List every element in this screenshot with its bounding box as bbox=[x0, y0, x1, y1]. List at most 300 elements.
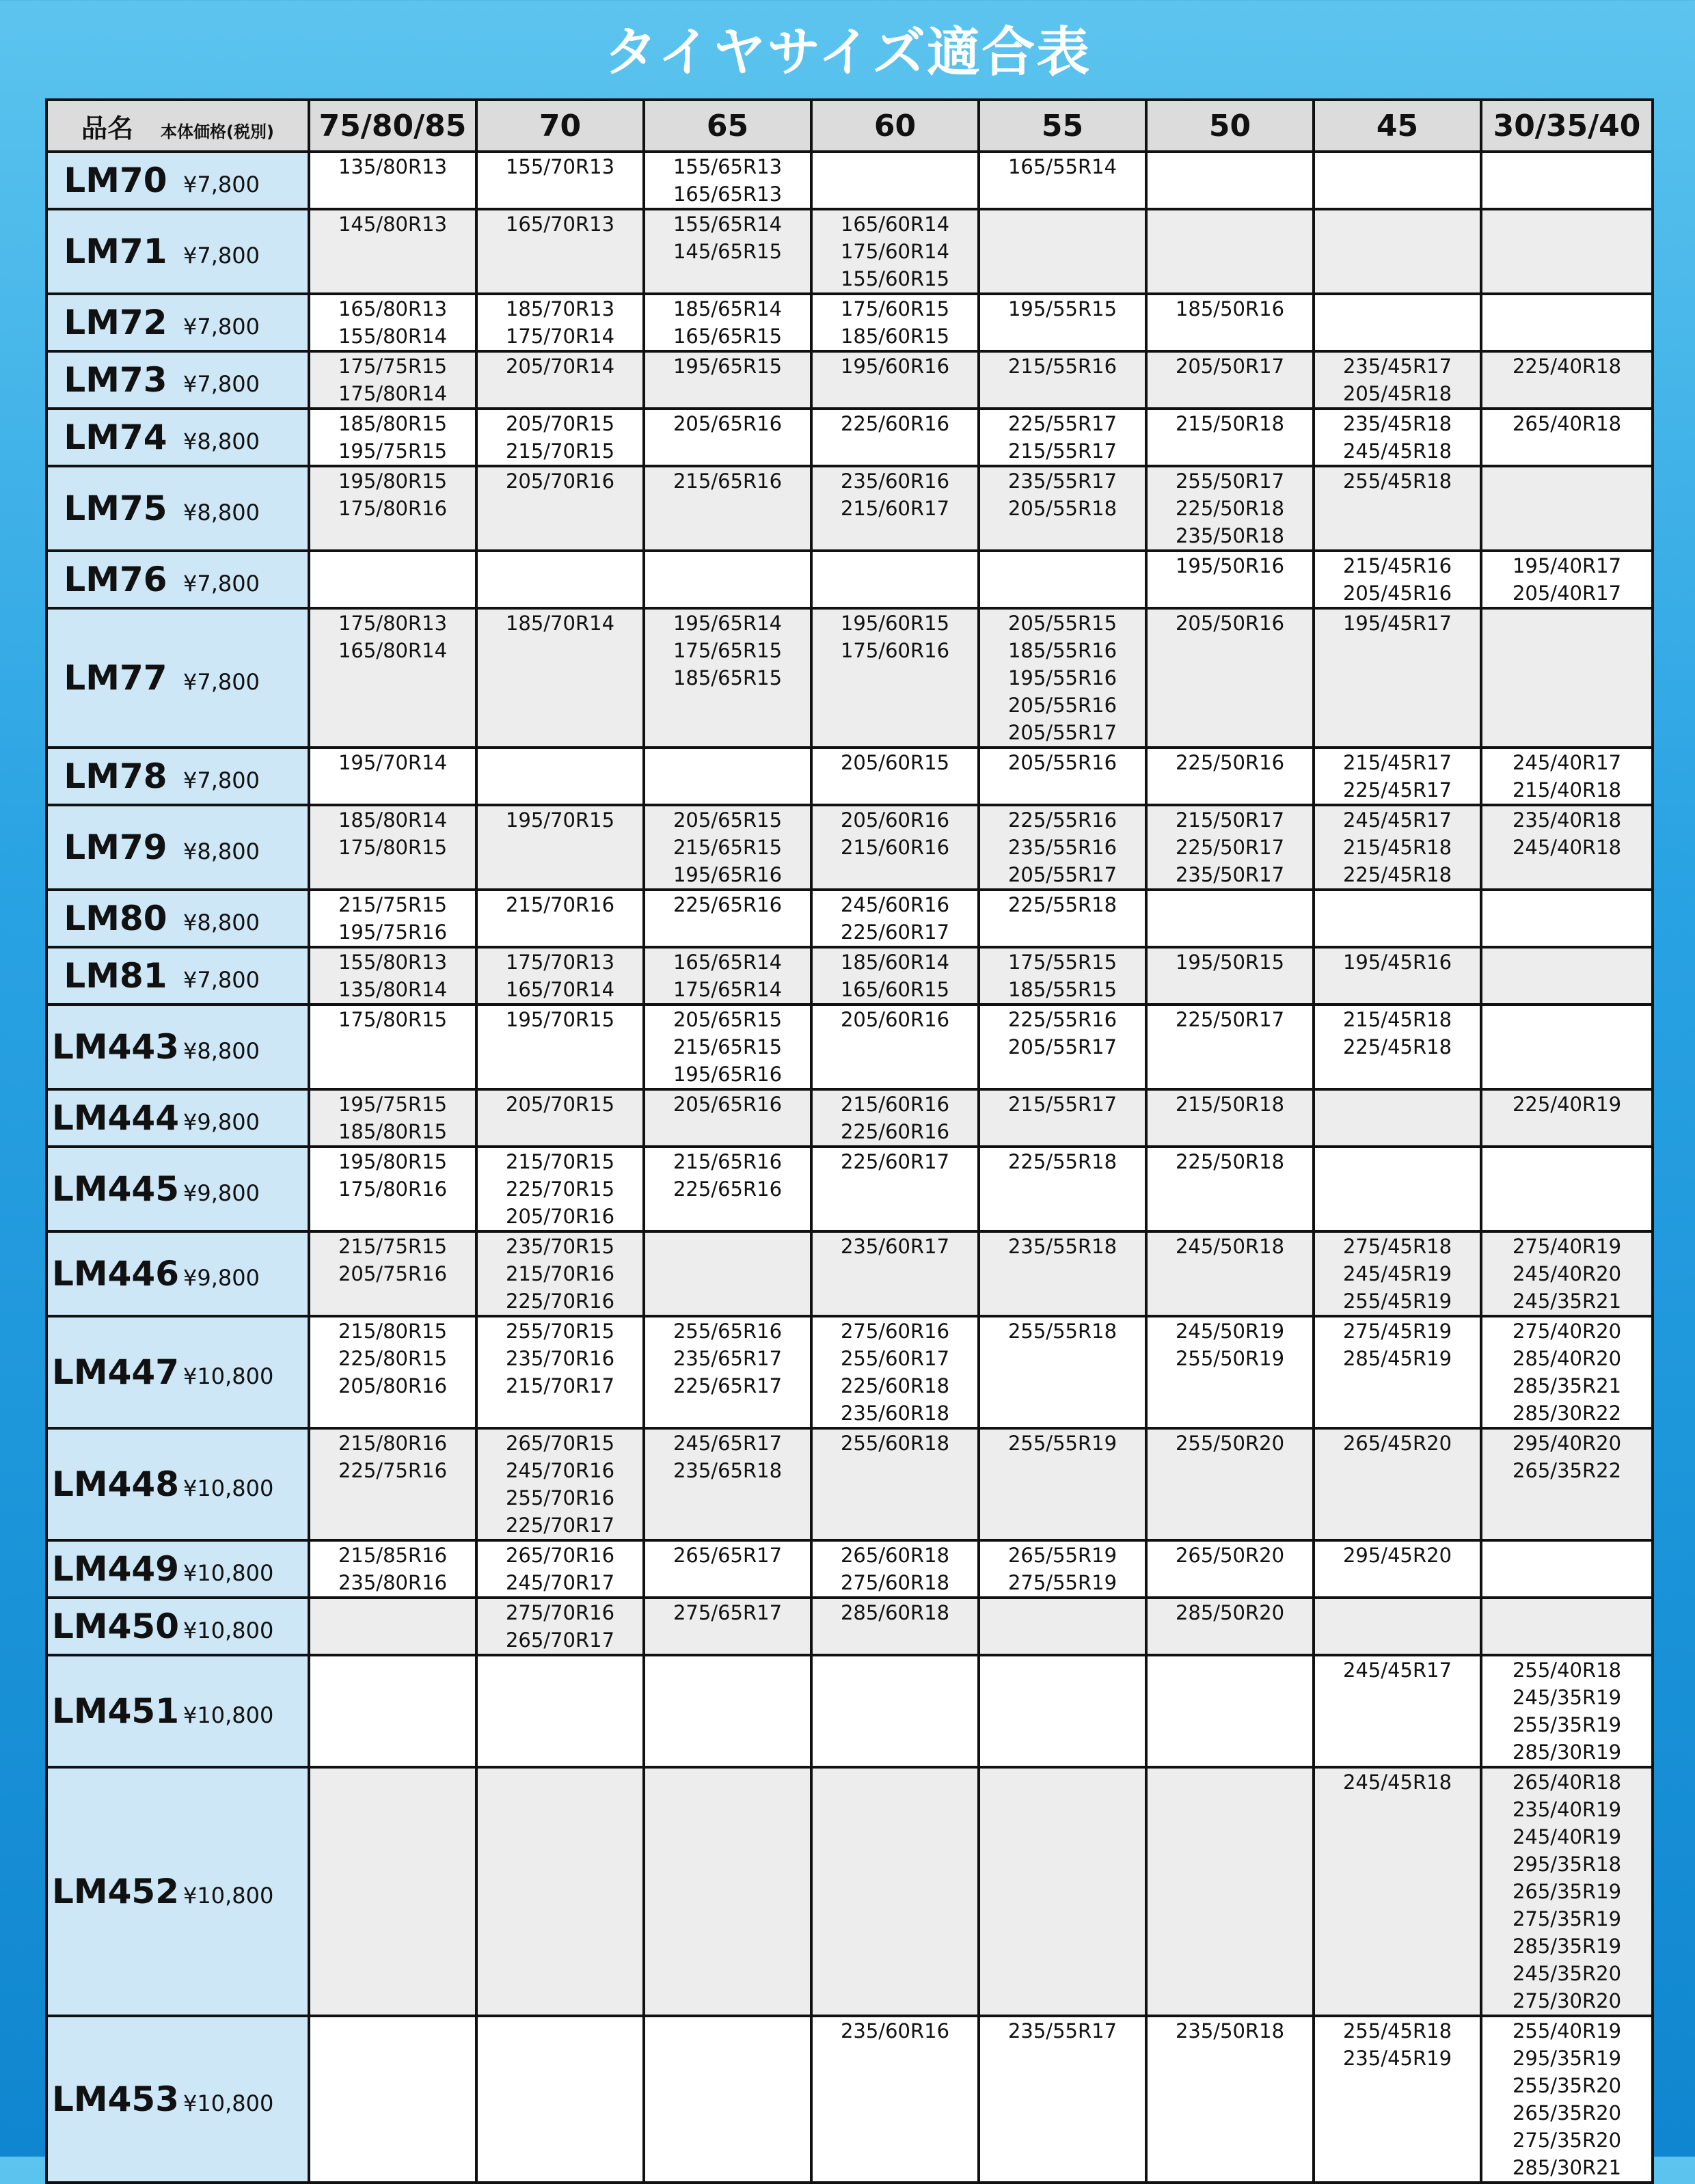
tire-size: 175/80R14 bbox=[338, 382, 448, 405]
tire-size: 275/60R18 bbox=[840, 1571, 950, 1594]
size-cell bbox=[476, 1598, 644, 1655]
model-price: ¥10,800 bbox=[183, 1363, 274, 1389]
tire-size: 295/45R20 bbox=[1342, 1544, 1452, 1567]
product-cell bbox=[46, 209, 309, 294]
size-cell bbox=[811, 2016, 979, 2183]
table-row bbox=[46, 1316, 1653, 1428]
product-cell bbox=[46, 947, 309, 1005]
tire-size: 185/80R15 bbox=[338, 412, 448, 435]
product-cell bbox=[46, 409, 309, 466]
tire-size: 185/60R15 bbox=[840, 325, 950, 348]
tire-size: 205/55R16 bbox=[1007, 694, 1117, 717]
tire-size: 285/35R19 bbox=[1512, 1935, 1622, 1958]
tire-size: 235/50R18 bbox=[1175, 2019, 1285, 2043]
tire-size: 175/55R15 bbox=[1007, 951, 1117, 974]
tire-size: 265/40R18 bbox=[1512, 412, 1622, 435]
model-price: ¥7,800 bbox=[183, 172, 260, 197]
size-cell bbox=[1146, 1231, 1314, 1316]
model-name: LM74 bbox=[64, 418, 167, 457]
tire-size: 235/60R16 bbox=[840, 469, 950, 493]
tire-size: 185/70R14 bbox=[505, 612, 615, 635]
size-cell bbox=[1314, 1767, 1481, 2016]
table-row bbox=[46, 551, 1653, 608]
size-cell bbox=[1146, 551, 1314, 608]
size-cell bbox=[476, 1147, 644, 1231]
size-cell bbox=[1314, 1089, 1481, 1147]
tire-size: 225/65R16 bbox=[673, 893, 783, 916]
tire-size: 205/65R16 bbox=[673, 412, 783, 435]
size-cell bbox=[644, 1147, 811, 1231]
size-cell bbox=[979, 890, 1146, 947]
tire-size: 175/70R13 bbox=[505, 951, 615, 974]
product-cell bbox=[46, 890, 309, 947]
tire-size: 215/45R18 bbox=[1342, 836, 1452, 859]
tire-size: 195/45R16 bbox=[1342, 951, 1452, 974]
size-cell bbox=[811, 551, 979, 608]
tire-size: 215/70R17 bbox=[505, 1374, 615, 1397]
header-column: 75/80/85 bbox=[309, 100, 476, 152]
tire-size: 235/55R18 bbox=[1007, 1235, 1117, 1258]
model-price: ¥9,800 bbox=[183, 1265, 260, 1291]
size-cell bbox=[1314, 1655, 1481, 1767]
size-cell bbox=[644, 748, 811, 805]
tire-size: 185/60R14 bbox=[840, 951, 950, 974]
size-cell bbox=[644, 409, 811, 466]
model-price: ¥10,800 bbox=[183, 1617, 274, 1643]
tire-size: 215/80R16 bbox=[338, 1432, 448, 1455]
size-cell bbox=[644, 2016, 811, 2183]
size-cell bbox=[1314, 1428, 1481, 1540]
product-cell bbox=[46, 466, 309, 551]
tire-size: 245/45R17 bbox=[1342, 808, 1452, 832]
tire-size: 205/55R18 bbox=[1007, 497, 1117, 520]
size-cell bbox=[811, 608, 979, 748]
tire-size: 265/60R18 bbox=[840, 1544, 950, 1567]
model-name: LM75 bbox=[64, 489, 167, 528]
size-cell bbox=[811, 748, 979, 805]
size-cell bbox=[1481, 947, 1653, 1005]
size-cell bbox=[1314, 890, 1481, 947]
header-column: 60 bbox=[811, 100, 979, 152]
size-cell bbox=[476, 1767, 644, 2016]
size-cell bbox=[811, 947, 979, 1005]
tire-size: 195/40R17 bbox=[1512, 554, 1622, 577]
tire-size: 195/55R15 bbox=[1007, 297, 1117, 320]
table-body bbox=[46, 152, 1653, 2183]
tire-size: 255/50R20 bbox=[1175, 1432, 1285, 1455]
tire-size: 135/80R14 bbox=[338, 978, 448, 1001]
tire-size: 185/55R16 bbox=[1007, 639, 1117, 662]
size-cell bbox=[1314, 1231, 1481, 1316]
size-cell bbox=[309, 1005, 476, 1089]
size-cell bbox=[309, 409, 476, 466]
size-cell bbox=[1146, 748, 1314, 805]
table-row bbox=[46, 748, 1653, 805]
tire-size: 215/75R15 bbox=[338, 893, 448, 916]
size-cell bbox=[979, 748, 1146, 805]
product-cell bbox=[46, 351, 309, 409]
tire-size: 215/50R17 bbox=[1175, 808, 1285, 832]
size-cell bbox=[1146, 1316, 1314, 1428]
model-price: ¥8,800 bbox=[183, 500, 260, 525]
tire-size: 275/45R18 bbox=[1342, 1235, 1452, 1258]
model-price: ¥8,800 bbox=[183, 1038, 260, 1064]
product-cell bbox=[46, 2016, 309, 2183]
size-cell bbox=[476, 551, 644, 608]
size-cell bbox=[1146, 1089, 1314, 1147]
product-cell bbox=[46, 294, 309, 351]
size-cell bbox=[811, 1655, 979, 1767]
size-cell bbox=[476, 209, 644, 294]
tire-size: 225/70R15 bbox=[505, 1177, 615, 1201]
tire-size: 235/55R17 bbox=[1007, 469, 1117, 493]
tire-size: 275/35R19 bbox=[1512, 1907, 1622, 1930]
tire-size: 215/45R17 bbox=[1342, 751, 1452, 774]
tire-size: 155/60R15 bbox=[840, 267, 950, 290]
size-cell bbox=[476, 890, 644, 947]
size-cell bbox=[1314, 409, 1481, 466]
size-cell bbox=[1314, 294, 1481, 351]
size-cell bbox=[1314, 805, 1481, 890]
model-name: LM76 bbox=[64, 560, 167, 599]
size-cell bbox=[979, 294, 1146, 351]
tire-size: 275/65R17 bbox=[673, 1601, 783, 1624]
product-cell bbox=[46, 1428, 309, 1540]
size-cell bbox=[1481, 608, 1653, 748]
size-cell bbox=[309, 1231, 476, 1316]
tire-size: 295/35R18 bbox=[1512, 1853, 1622, 1876]
size-cell bbox=[644, 294, 811, 351]
tire-size: 215/70R16 bbox=[505, 893, 615, 916]
model-name: LM450 bbox=[52, 1607, 179, 1646]
tire-size: 205/50R17 bbox=[1175, 355, 1285, 378]
size-cell bbox=[979, 152, 1146, 209]
tire-size: 245/70R17 bbox=[505, 1571, 615, 1594]
size-cell bbox=[1146, 1767, 1314, 2016]
tire-size: 185/80R15 bbox=[338, 1120, 448, 1143]
tire-size: 215/85R16 bbox=[338, 1544, 448, 1567]
product-cell bbox=[46, 1598, 309, 1655]
table-row bbox=[46, 409, 1653, 466]
tire-size: 225/55R18 bbox=[1007, 1150, 1117, 1173]
tire-size: 225/45R18 bbox=[1342, 1035, 1452, 1059]
tire-size: 245/65R17 bbox=[673, 1432, 783, 1455]
size-cell bbox=[979, 1598, 1146, 1655]
table-row bbox=[46, 1767, 1653, 2016]
product-cell bbox=[46, 1147, 309, 1231]
tire-size: 175/80R16 bbox=[338, 1177, 448, 1201]
table-row bbox=[46, 1428, 1653, 1540]
table-row bbox=[46, 2016, 1653, 2183]
tire-size: 225/75R16 bbox=[338, 1459, 448, 1482]
product-cell bbox=[46, 748, 309, 805]
size-cell bbox=[1146, 890, 1314, 947]
tire-size: 185/70R13 bbox=[505, 297, 615, 320]
size-cell bbox=[1314, 466, 1481, 551]
table-row bbox=[46, 466, 1653, 551]
tire-size: 245/40R19 bbox=[1512, 1825, 1622, 1848]
size-cell bbox=[476, 152, 644, 209]
size-cell bbox=[979, 351, 1146, 409]
model-price: ¥8,800 bbox=[183, 838, 260, 864]
tire-size: 235/55R16 bbox=[1007, 836, 1117, 859]
product-cell bbox=[46, 1089, 309, 1147]
tire-size: 285/40R20 bbox=[1512, 1347, 1622, 1370]
size-cell bbox=[811, 1316, 979, 1428]
model-price: ¥10,800 bbox=[183, 1560, 274, 1586]
size-cell bbox=[644, 1767, 811, 2016]
tire-size: 195/45R17 bbox=[1342, 612, 1452, 635]
size-cell bbox=[811, 1005, 979, 1089]
size-cell bbox=[309, 947, 476, 1005]
size-cell bbox=[1481, 748, 1653, 805]
size-cell bbox=[1481, 351, 1653, 409]
size-cell bbox=[1314, 351, 1481, 409]
table-row bbox=[46, 209, 1653, 294]
model-price: ¥7,800 bbox=[183, 967, 260, 993]
size-cell bbox=[979, 805, 1146, 890]
tire-size: 215/50R18 bbox=[1175, 412, 1285, 435]
size-cell bbox=[1146, 409, 1314, 466]
size-cell bbox=[476, 1540, 644, 1598]
size-cell bbox=[309, 152, 476, 209]
tire-size: 275/70R16 bbox=[505, 1601, 615, 1624]
tire-size: 225/50R17 bbox=[1175, 1008, 1285, 1031]
tire-size: 225/45R18 bbox=[1342, 863, 1452, 886]
tire-size: 235/70R15 bbox=[505, 1235, 615, 1258]
tire-size: 255/45R18 bbox=[1342, 2019, 1452, 2043]
tire-size: 235/45R19 bbox=[1342, 2047, 1452, 2070]
size-cell bbox=[811, 805, 979, 890]
tire-size: 235/80R16 bbox=[338, 1571, 448, 1594]
tire-size: 205/45R16 bbox=[1342, 582, 1452, 605]
model-name: LM446 bbox=[52, 1254, 179, 1294]
model-name: LM448 bbox=[52, 1464, 179, 1504]
size-cell bbox=[644, 890, 811, 947]
tire-size: 175/65R14 bbox=[673, 978, 783, 1001]
size-cell bbox=[979, 1005, 1146, 1089]
tire-size: 235/40R19 bbox=[1512, 1798, 1622, 1821]
size-cell bbox=[309, 1655, 476, 1767]
header-name-cell bbox=[46, 100, 309, 152]
tire-size: 165/60R15 bbox=[840, 978, 950, 1001]
size-cell bbox=[309, 1540, 476, 1598]
tire-size: 265/55R19 bbox=[1007, 1544, 1117, 1567]
tire-size: 185/55R15 bbox=[1007, 978, 1117, 1001]
product-cell bbox=[46, 551, 309, 608]
size-cell bbox=[476, 1428, 644, 1540]
size-cell bbox=[979, 1231, 1146, 1316]
tire-size: 225/50R17 bbox=[1175, 836, 1285, 859]
tire-size: 235/50R17 bbox=[1175, 863, 1285, 886]
tire-size: 205/70R15 bbox=[505, 1093, 615, 1116]
table-row bbox=[46, 1655, 1653, 1767]
size-cell bbox=[1481, 1089, 1653, 1147]
size-cell bbox=[476, 2016, 644, 2183]
size-cell bbox=[1481, 209, 1653, 294]
size-cell bbox=[811, 1540, 979, 1598]
tire-size: 265/50R20 bbox=[1175, 1544, 1285, 1567]
tire-size: 275/35R20 bbox=[1512, 2129, 1622, 2152]
size-cell bbox=[1146, 466, 1314, 551]
size-cell bbox=[644, 608, 811, 748]
tire-size: 205/60R16 bbox=[840, 808, 950, 832]
tire-size: 195/65R15 bbox=[673, 355, 783, 378]
tire-size: 175/60R15 bbox=[840, 297, 950, 320]
tire-size: 225/70R16 bbox=[505, 1289, 615, 1313]
size-cell bbox=[1481, 1316, 1653, 1428]
tire-size: 175/80R15 bbox=[338, 836, 448, 859]
tire-size: 155/65R13 bbox=[673, 155, 783, 178]
product-cell bbox=[46, 1767, 309, 2016]
tire-size: 245/40R18 bbox=[1512, 836, 1622, 859]
size-cell bbox=[979, 1147, 1146, 1231]
size-cell bbox=[1146, 351, 1314, 409]
tire-size: 195/80R15 bbox=[338, 469, 448, 493]
tire-size: 265/70R15 bbox=[505, 1432, 615, 1455]
model-name: LM81 bbox=[64, 956, 167, 996]
size-cell bbox=[309, 1428, 476, 1540]
tire-size: 245/70R16 bbox=[505, 1459, 615, 1482]
tire-size: 255/55R18 bbox=[1007, 1320, 1117, 1343]
tire-size: 285/30R21 bbox=[1512, 2156, 1622, 2179]
tire-size-table bbox=[45, 98, 1654, 2184]
tire-size: 255/70R15 bbox=[505, 1320, 615, 1343]
table-row bbox=[46, 805, 1653, 890]
size-cell bbox=[476, 351, 644, 409]
model-name: LM79 bbox=[64, 828, 167, 867]
size-cell bbox=[1314, 2016, 1481, 2183]
tire-size: 215/55R17 bbox=[1007, 439, 1117, 463]
tire-size: 285/30R22 bbox=[1512, 1402, 1622, 1425]
model-name: LM80 bbox=[64, 899, 167, 938]
size-cell bbox=[309, 1316, 476, 1428]
size-cell bbox=[811, 351, 979, 409]
model-name: LM445 bbox=[52, 1169, 179, 1209]
tire-size: 275/60R16 bbox=[840, 1320, 950, 1343]
size-cell bbox=[476, 748, 644, 805]
tire-size: 205/65R15 bbox=[673, 1008, 783, 1031]
tire-size: 295/40R20 bbox=[1512, 1432, 1622, 1455]
product-cell bbox=[46, 152, 309, 209]
tire-size: 215/70R15 bbox=[505, 1150, 615, 1173]
size-cell bbox=[1146, 2016, 1314, 2183]
size-cell bbox=[476, 1655, 644, 1767]
tire-size: 225/50R16 bbox=[1175, 751, 1285, 774]
size-cell bbox=[644, 1540, 811, 1598]
tire-size: 215/65R16 bbox=[673, 469, 783, 493]
tire-size: 175/60R14 bbox=[840, 240, 950, 263]
tire-size: 225/60R16 bbox=[840, 412, 950, 435]
tire-size: 235/55R17 bbox=[1007, 2019, 1117, 2043]
tire-size: 185/50R16 bbox=[1175, 297, 1285, 320]
table-row bbox=[46, 890, 1653, 947]
size-cell bbox=[1146, 947, 1314, 1005]
header-column: 30/35/40 bbox=[1481, 100, 1653, 152]
tire-size: 245/35R19 bbox=[1512, 1686, 1622, 1709]
size-cell bbox=[644, 209, 811, 294]
header-column: 45 bbox=[1314, 100, 1481, 152]
tire-size: 205/60R15 bbox=[840, 751, 950, 774]
tire-size: 225/50R18 bbox=[1175, 1150, 1285, 1173]
model-price: ¥7,800 bbox=[183, 571, 260, 597]
tire-size: 205/80R16 bbox=[338, 1374, 448, 1397]
tire-size: 205/55R17 bbox=[1007, 863, 1117, 886]
tire-size: 165/65R13 bbox=[673, 182, 783, 206]
model-name: LM447 bbox=[52, 1352, 179, 1392]
tire-size: 215/45R16 bbox=[1342, 554, 1452, 577]
tire-size: 185/65R15 bbox=[673, 666, 783, 690]
table-row bbox=[46, 947, 1653, 1005]
size-cell bbox=[309, 1598, 476, 1655]
size-cell bbox=[1146, 1655, 1314, 1767]
model-name: LM73 bbox=[64, 360, 167, 400]
tire-size: 255/35R20 bbox=[1512, 2074, 1622, 2097]
size-cell bbox=[811, 294, 979, 351]
tire-size: 225/55R16 bbox=[1007, 808, 1117, 832]
tire-size: 225/50R18 bbox=[1175, 497, 1285, 520]
tire-size: 255/45R19 bbox=[1342, 1289, 1452, 1313]
model-price: ¥10,800 bbox=[183, 1702, 274, 1728]
header-column: 50 bbox=[1146, 100, 1314, 152]
tire-size: 145/80R13 bbox=[338, 213, 448, 236]
size-cell bbox=[1314, 152, 1481, 209]
size-cell bbox=[811, 890, 979, 947]
size-cell bbox=[309, 466, 476, 551]
tire-size: 245/35R20 bbox=[1512, 1962, 1622, 1985]
tire-size: 285/50R20 bbox=[1175, 1601, 1285, 1624]
tire-size: 205/55R17 bbox=[1007, 721, 1117, 744]
tire-size: 205/55R16 bbox=[1007, 751, 1117, 774]
product-cell bbox=[46, 1231, 309, 1316]
size-cell bbox=[644, 466, 811, 551]
model-price: ¥8,800 bbox=[183, 428, 260, 454]
tire-size: 255/50R19 bbox=[1175, 1347, 1285, 1370]
tire-size: 155/65R14 bbox=[673, 213, 783, 236]
model-name: LM78 bbox=[64, 756, 167, 796]
size-cell bbox=[979, 608, 1146, 748]
tire-size: 265/35R20 bbox=[1512, 2101, 1622, 2125]
tire-size: 255/55R19 bbox=[1007, 1432, 1117, 1455]
size-cell bbox=[811, 1147, 979, 1231]
size-cell bbox=[811, 209, 979, 294]
size-cell bbox=[309, 748, 476, 805]
size-cell bbox=[1314, 209, 1481, 294]
size-cell bbox=[1314, 608, 1481, 748]
model-name: LM444 bbox=[52, 1098, 179, 1138]
tire-size: 215/70R16 bbox=[505, 1262, 615, 1285]
tire-size: 205/70R14 bbox=[505, 355, 615, 378]
size-cell bbox=[309, 1147, 476, 1231]
tire-size: 225/55R18 bbox=[1007, 893, 1117, 916]
size-cell bbox=[476, 294, 644, 351]
tire-size: 195/75R15 bbox=[338, 439, 448, 463]
tire-size: 235/70R16 bbox=[505, 1347, 615, 1370]
tire-size: 275/30R20 bbox=[1512, 1989, 1622, 2012]
tire-size: 265/70R16 bbox=[505, 1544, 615, 1567]
size-cell bbox=[476, 1089, 644, 1147]
tire-size: 215/60R17 bbox=[840, 497, 950, 520]
product-cell bbox=[46, 1655, 309, 1767]
tire-size: 205/65R16 bbox=[673, 1093, 783, 1116]
tire-size: 215/60R16 bbox=[840, 836, 950, 859]
size-cell bbox=[1146, 1540, 1314, 1598]
tire-size: 225/45R17 bbox=[1342, 778, 1452, 802]
tire-size: 205/75R16 bbox=[338, 1262, 448, 1285]
size-cell bbox=[1146, 209, 1314, 294]
tire-size: 215/60R16 bbox=[840, 1093, 950, 1116]
size-cell bbox=[1314, 1598, 1481, 1655]
